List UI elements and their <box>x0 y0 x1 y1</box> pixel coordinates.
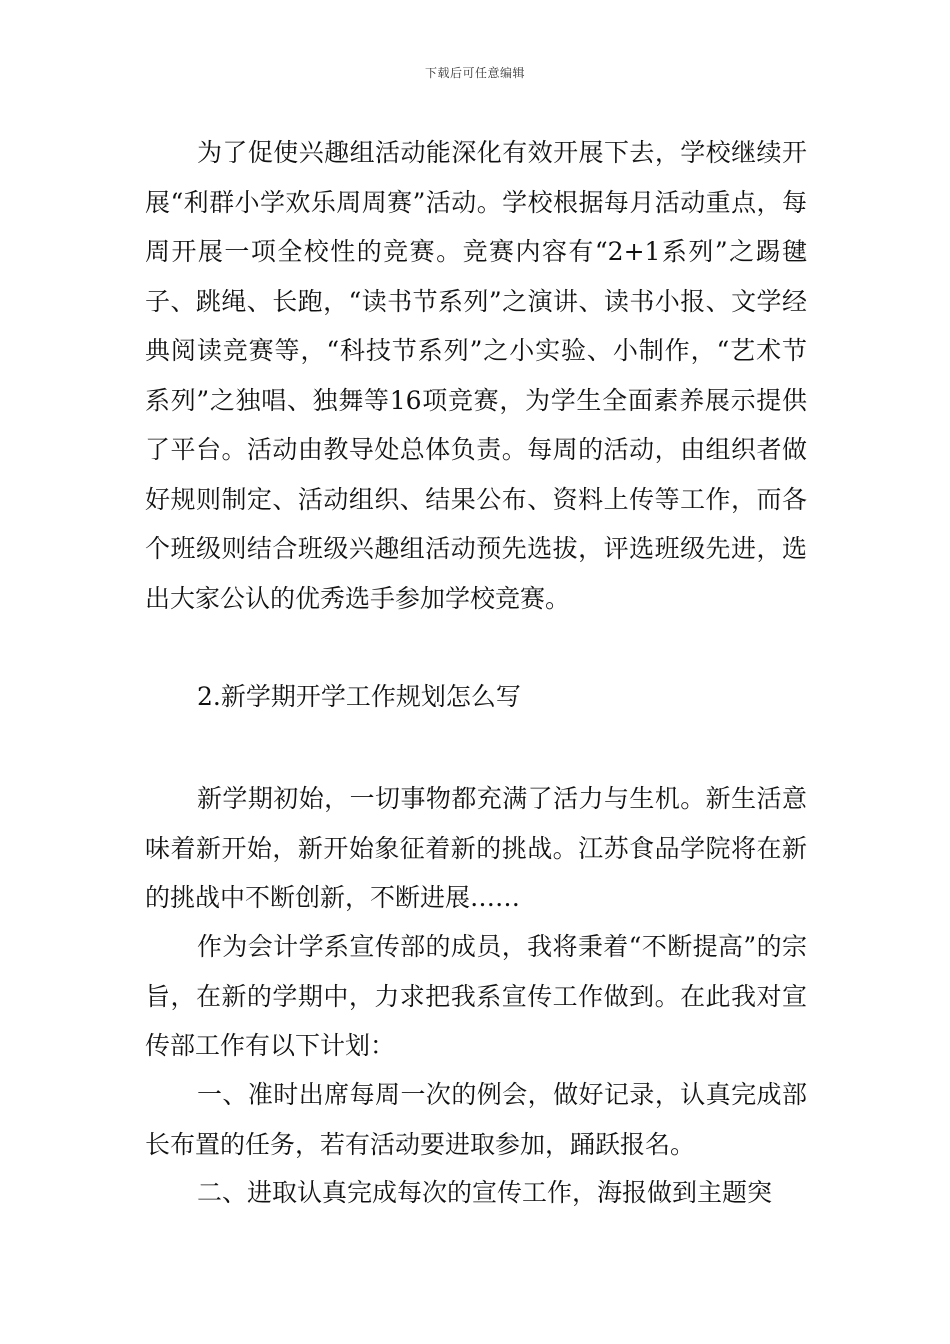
paragraph-publicity-role: 作为会计学系宣传部的成员，我将秉着“不断提高”的宗旨，在新的学期中，力求把我系宣传工作做到。在此我对宣传部工作有以下计划： <box>145 932 807 1060</box>
section-heading: 2.新学期开学工作规划怎么写 <box>197 682 521 711</box>
paragraph-new-semester: 新学期初始，一切事物都充满了活力与生机。新生活意味着新开始，新开始象征着新的挑战。江苏食品学院将在新的挑战中不断创新，不断进展…… <box>145 784 807 912</box>
paragraph-plan-item-1: 一、准时出席每周一次的例会，做好记录，认真完成部长布置的任务，若有活动要进取参加，踊跃报名。 <box>145 1080 807 1159</box>
paragraph-weekly-contest: 为了促使兴趣组活动能深化有效开展下去，学校继续开展“利群小学欢乐周周赛”活动。学校根据每月活动重点，每周开展一项全校性的竞赛。竞赛内容有“2+1系列”之踢毽子、跳绳、长跑，“读书节系列”之演讲、读书小报、文学经典阅读竞赛等，“科技节系列”之小实验、小制作，“艺术节系列”之独唱、独舞等16项竞赛，为学生全面素养展示提供了平台。活动由教导处总体负责。每周的活动，由组织者做好规则制定、活动组织、结果公布、资料上传等工作，而各个班级则结合班级兴趣组活动预先选拔，评选班级先进，选出大家公认的优秀选手参加学校竞赛。 <box>145 138 807 613</box>
page-header: 下载后可任意编辑 <box>424 66 525 80</box>
paragraph-plan-item-2: 二、进取认真完成每次的宣传工作，海报做到主题突 <box>197 1178 773 1207</box>
